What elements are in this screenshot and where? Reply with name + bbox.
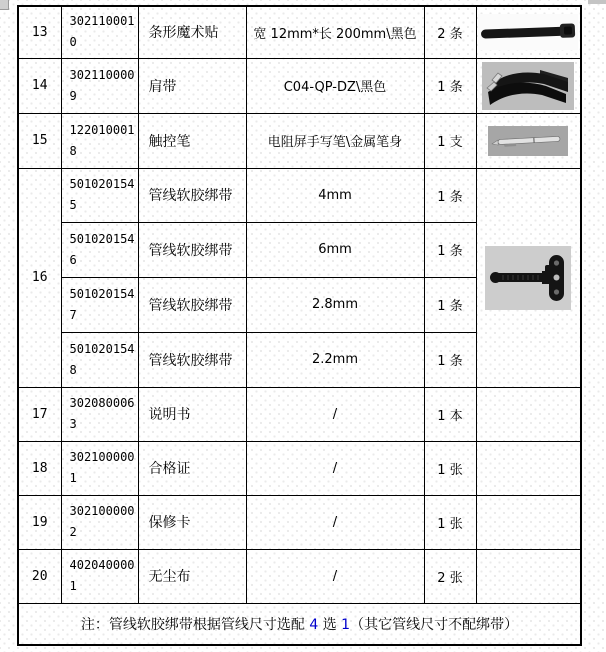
part-code: 3021100009 xyxy=(61,58,138,113)
part-code: 3020800063 xyxy=(61,387,138,441)
footnote-text-2: 选 xyxy=(318,616,342,633)
part-name: 合格证 xyxy=(138,441,246,495)
part-quantity: 1 支 xyxy=(424,113,476,168)
part-quantity: 1 本 xyxy=(424,387,476,441)
part-spec: 宽 12mm*长 200mm\黑色 xyxy=(246,6,424,58)
part-quantity: 1 张 xyxy=(424,495,476,549)
part-spec: / xyxy=(246,495,424,549)
window-corner-fragment xyxy=(0,0,9,10)
parts-list-table xyxy=(17,5,582,646)
part-code: 3021000002 xyxy=(61,495,138,549)
part-code: 3021000001 xyxy=(61,441,138,495)
part-quantity: 1 条 xyxy=(424,168,476,222)
stylus-pen-photo xyxy=(488,126,568,156)
cable-tie-photo xyxy=(485,246,571,310)
table-row-20 xyxy=(18,549,581,603)
scrollbar-fragment xyxy=(588,0,606,4)
part-photo-cell xyxy=(476,58,581,113)
table-row-16a xyxy=(18,168,581,222)
part-quantity: 1 张 xyxy=(424,441,476,495)
part-photo-cell xyxy=(476,168,581,387)
part-photo-cell xyxy=(476,441,581,495)
velcro-strap-photo xyxy=(478,14,578,50)
part-code: 5010201545 xyxy=(61,168,138,222)
row-number: 17 xyxy=(18,387,61,441)
part-code: 5010201546 xyxy=(61,222,138,277)
row-number: 16 xyxy=(18,168,61,387)
part-name: 管线软胶绑带 xyxy=(138,222,246,277)
table-note-row xyxy=(18,603,581,645)
part-spec: / xyxy=(246,549,424,603)
row-number: 13 xyxy=(18,6,61,58)
part-spec: / xyxy=(246,387,424,441)
footnote xyxy=(18,603,581,645)
part-code: 1220100018 xyxy=(61,113,138,168)
row-number: 20 xyxy=(18,549,61,603)
part-photo-cell xyxy=(476,549,581,603)
footnote-text-3: （其它管线尺寸不配绑带） xyxy=(350,616,519,633)
part-spec: / xyxy=(246,441,424,495)
part-name: 条形魔术贴 xyxy=(138,6,246,58)
part-photo-cell xyxy=(476,113,581,168)
part-quantity: 1 条 xyxy=(424,222,476,277)
part-spec: 2.2mm xyxy=(246,332,424,387)
part-spec: 电阻屏手写笔\金属笔身 xyxy=(246,113,424,168)
part-spec: 2.8mm xyxy=(246,277,424,332)
row-number: 19 xyxy=(18,495,61,549)
footnote-number-1: 4 xyxy=(309,616,319,633)
part-spec: 6mm xyxy=(246,222,424,277)
footnote-text-1: 注：管线软胶绑带根据管线尺寸选配 xyxy=(80,616,310,633)
shoulder-strap-photo xyxy=(482,62,574,110)
table-row-15 xyxy=(18,113,581,168)
part-spec: 4mm xyxy=(246,168,424,222)
part-code: 5010201548 xyxy=(61,332,138,387)
part-name: 保修卡 xyxy=(138,495,246,549)
part-name: 管线软胶绑带 xyxy=(138,277,246,332)
footnote-number-2: 1 xyxy=(341,616,351,633)
part-quantity: 1 条 xyxy=(424,277,476,332)
part-code: 3021100010 xyxy=(61,6,138,58)
table-row-17 xyxy=(18,387,581,441)
row-number: 14 xyxy=(18,58,61,113)
part-photo-cell xyxy=(476,6,581,58)
part-name: 说明书 xyxy=(138,387,246,441)
part-quantity: 2 条 xyxy=(424,6,476,58)
part-name: 肩带 xyxy=(138,58,246,113)
table-row-14 xyxy=(18,58,581,113)
part-quantity: 2 张 xyxy=(424,549,476,603)
table-row-18 xyxy=(18,441,581,495)
table-row-13 xyxy=(18,6,581,58)
part-name: 触控笔 xyxy=(138,113,246,168)
row-number: 15 xyxy=(18,113,61,168)
part-photo-cell xyxy=(476,495,581,549)
row-number: 18 xyxy=(18,441,61,495)
part-quantity: 1 条 xyxy=(424,332,476,387)
part-quantity: 1 条 xyxy=(424,58,476,113)
part-photo-cell xyxy=(476,387,581,441)
part-name: 管线软胶绑带 xyxy=(138,168,246,222)
part-code: 5010201547 xyxy=(61,277,138,332)
part-name: 无尘布 xyxy=(138,549,246,603)
table-row-19 xyxy=(18,495,581,549)
part-spec: C04-QP-DZ\黑色 xyxy=(246,58,424,113)
part-code: 4020400001 xyxy=(61,549,138,603)
part-name: 管线软胶绑带 xyxy=(138,332,246,387)
